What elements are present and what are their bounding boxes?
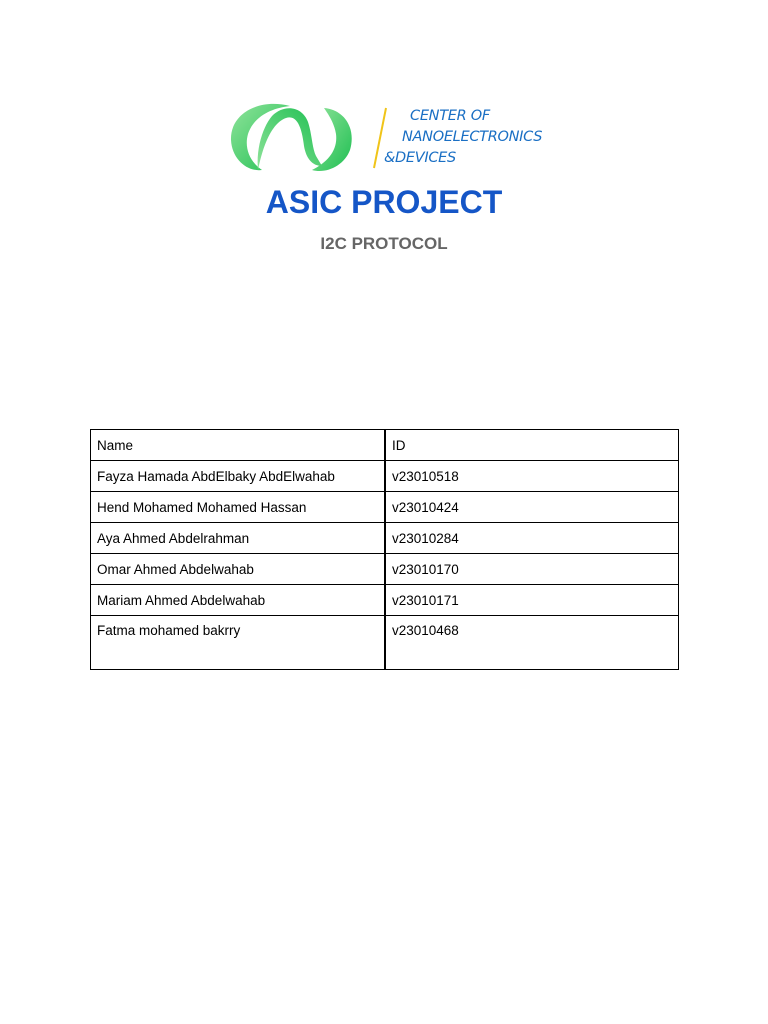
logo-line-2: NANOELECTRONICS: [402, 129, 543, 145]
document-subtitle: I2C PROTOCOL: [320, 234, 448, 253]
document-title: ASIC PROJECT: [265, 184, 503, 220]
members-table: [90, 429, 679, 670]
member-name: Mariam Ahmed Abdelwahab: [91, 585, 386, 616]
header-id: ID: [385, 430, 679, 461]
table-header-row: [91, 430, 679, 461]
member-id: v23010468: [385, 616, 679, 670]
logo-line-1: CENTER OF: [410, 108, 490, 124]
table-row: [91, 554, 679, 585]
member-id: v23010518: [385, 461, 679, 492]
logo-line-3: &DEVICES: [384, 150, 456, 166]
member-name: Hend Mohamed Mohamed Hassan: [91, 492, 386, 523]
member-name: Fatma mohamed bakrry: [91, 616, 386, 670]
member-name: Omar Ahmed Abdelwahab: [91, 554, 386, 585]
member-id: v23010424: [385, 492, 679, 523]
member-id: v23010170: [385, 554, 679, 585]
member-name: Aya Ahmed Abdelrahman: [91, 523, 386, 554]
table-row: [91, 461, 679, 492]
logo-wordmark: [384, 106, 542, 169]
table-row: [91, 585, 679, 616]
table-row: [91, 523, 679, 554]
member-name: Fayza Hamada AbdElbaky AbdElwahab: [91, 461, 386, 492]
table-row: [91, 616, 679, 670]
header-name: Name: [91, 430, 386, 461]
table-row: [91, 492, 679, 523]
member-id: v23010284: [385, 523, 679, 554]
member-id: v23010171: [385, 585, 679, 616]
